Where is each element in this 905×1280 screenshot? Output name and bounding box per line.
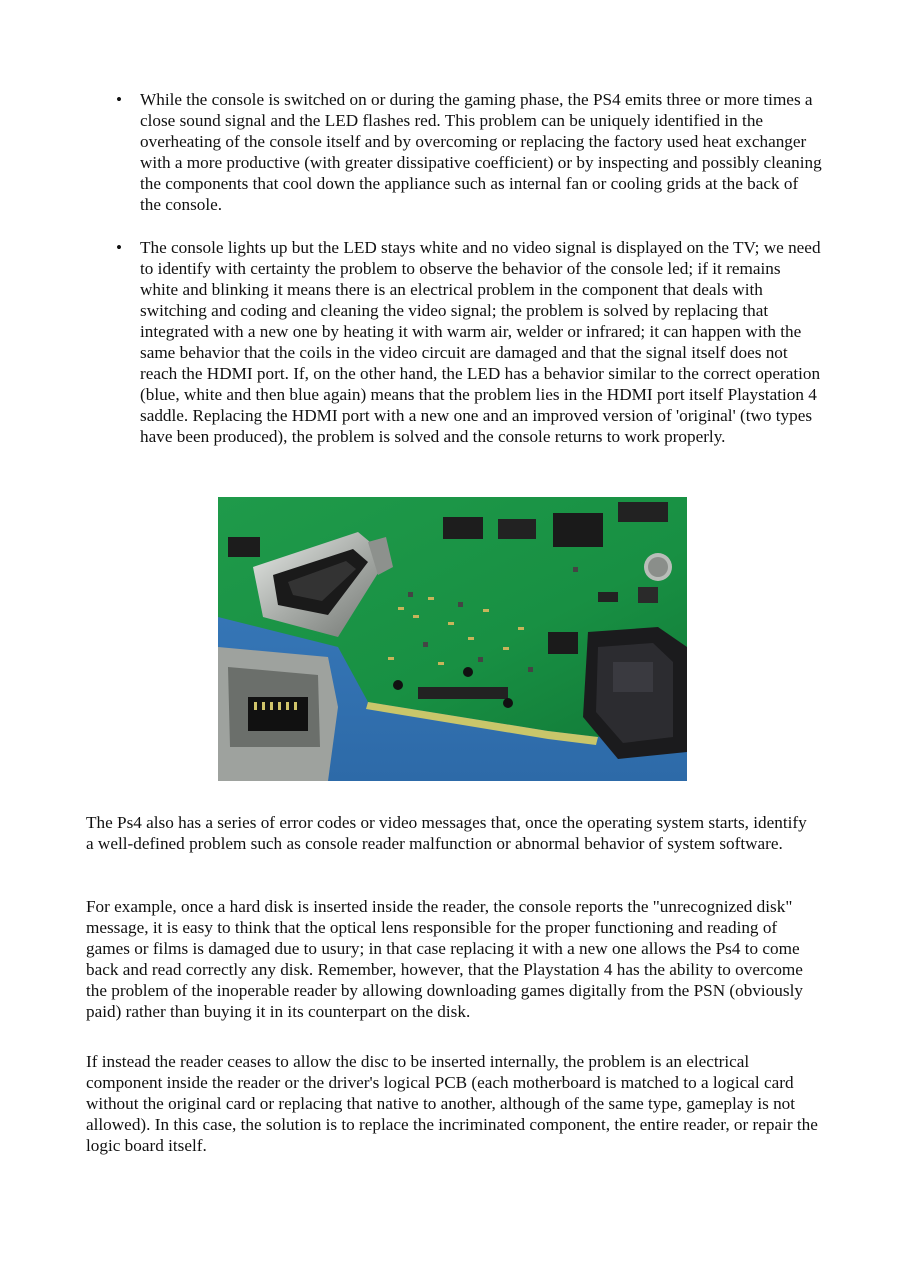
list-item-text: While the console is switched on or during the gaming phase, the PS4 emits three or more times a close sound signal and the LED flashes red. This problem can be uniquely identified in the overheating of the console itself and by overcoming or replacing the factory used heat exchanger with a more productive (with greater dissipative coefficient) or by inspecting and possibly cleaning the components that cool down the appliance such as internal fan or cooling grids at the back of the console.	[140, 90, 822, 214]
list-item-text: The console lights up but the LED stays white and no video signal is displayed on the TV; we need to identify with certainty the problem to observe the behavior of the console led; if it remains white and blinking it means there is an electrical problem in the component that deals with switching and coding and cleaning the video signal; the problem is solved by replacing that integrated with a new one by heating it with warm air, welder or infrared; it can happen with the same behavior that the coils in the video circuit are damaged and that the signal itself does not reach the HDMI port. If, on the other hand, the LED has a behavior similar to the correct operation (blue, white and then blue again) means that the problem lies in the HDMI port itself Playstation 4 saddle. Replacing the HDMI port with a new one and an improved version of 'original' (two types have been produced), the problem is solved and the console returns to work properly.	[140, 238, 821, 446]
paragraph: The Ps4 also has a series of error codes or video messages that, once the operating system starts, identify a well-defined problem such as console reader malfunction or abnormal behavior of system software.	[86, 813, 807, 853]
bullet-marker: •	[116, 90, 123, 109]
motherboard-photo	[218, 497, 687, 781]
list-item	[116, 237, 822, 447]
bullet-list	[116, 89, 822, 469]
list-item	[116, 89, 822, 215]
paragraph: For example, once a hard disk is inserted inside the reader, the console reports the "unrecognized disk" message, it is easy to think that the optical lens responsible for the proper functioning and reading of games or films is damaged due to usury; in that case replacing it with a new one allows the Ps4 to come back and read correctly any disk. Remember, however, that the Playstation 4 has the ability to overcome the problem of the inoperable reader by allowing downloading games digitally from the PSN (obviously paid) rather than buying it in its counterpart on the disk.	[86, 897, 803, 1021]
paragraph: If instead the reader ceases to allow the disc to be inserted internally, the problem is an electrical component inside the reader or the driver's logical PCB (each motherboard is matched to a logical card without the original card or replacing that native to another, although of the same type, gameplay is not allowed). In this case, the solution is to replace the incriminated component, the entire reader, or repair the logic board itself.	[86, 1052, 818, 1155]
bullet-marker: •	[116, 238, 123, 257]
